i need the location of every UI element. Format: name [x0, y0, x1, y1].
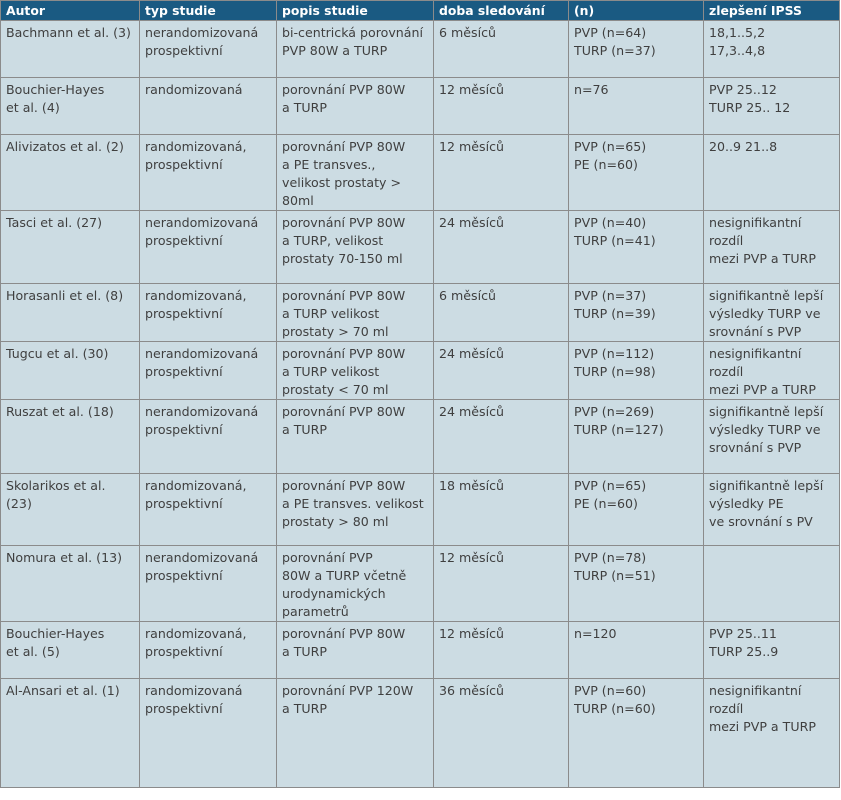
- cell-sample-size: PVP (n=64) TURP (n=37): [569, 21, 704, 78]
- cell-study-type: nerandomizovaná prospektivní: [140, 546, 277, 622]
- cell-author: Bouchier-Hayes et al. (5): [1, 622, 140, 679]
- cell-study-type: nerandomizovaná prospektivní: [140, 21, 277, 78]
- header-author: Autor: [1, 1, 140, 21]
- cell-study-description: porovnání PVP 80W a TURP: [277, 78, 434, 135]
- cell-follow-up: 18 měsíců: [434, 474, 569, 546]
- cell-study-description: bi-centrická porovnání PVP 80W a TURP: [277, 21, 434, 78]
- cell-follow-up: 12 měsíců: [434, 546, 569, 622]
- cell-sample-size: PVP (n=60) TURP (n=60): [569, 679, 704, 788]
- table-row: [1, 78, 840, 135]
- table-row: [1, 400, 840, 474]
- cell-study-description: porovnání PVP 80W a PE transves. velikost prostaty > 80 ml: [277, 474, 434, 546]
- cell-follow-up: 24 měsíců: [434, 342, 569, 400]
- cell-ipss-improvement: nesignifikantní rozdíl mezi PVP a TURP: [704, 211, 840, 284]
- cell-follow-up: 36 měsíců: [434, 679, 569, 788]
- cell-study-type: nerandomizovaná prospektivní: [140, 342, 277, 400]
- cell-study-type: randomizovaná, prospektivní: [140, 622, 277, 679]
- cell-study-description: porovnání PVP 120W a TURP: [277, 679, 434, 788]
- cell-study-type: randomizovaná, prospektivní: [140, 135, 277, 211]
- cell-follow-up: 12 měsíců: [434, 78, 569, 135]
- cell-ipss-improvement: [704, 546, 840, 622]
- header-ipss-improvement: zlepšení IPSS: [704, 1, 840, 21]
- table-row: [1, 135, 840, 211]
- cell-sample-size: PVP (n=78) TURP (n=51): [569, 546, 704, 622]
- cell-sample-size: PVP (n=112) TURP (n=98): [569, 342, 704, 400]
- cell-author: Al-Ansari et al. (1): [1, 679, 140, 788]
- cell-study-type: nerandomizovaná prospektivní: [140, 400, 277, 474]
- cell-ipss-improvement: signifikantně lepší výsledky TURP ve srovnání s PVP: [704, 284, 840, 342]
- cell-sample-size: PVP (n=40) TURP (n=41): [569, 211, 704, 284]
- cell-study-description: porovnání PVP 80W a TURP velikost prostaty < 70 ml: [277, 342, 434, 400]
- cell-author: Tasci et al. (27): [1, 211, 140, 284]
- cell-study-description: porovnání PVP 80W a TURP, velikost prostaty 70-150 ml: [277, 211, 434, 284]
- cell-author: Ruszat et al. (18): [1, 400, 140, 474]
- table-row: [1, 474, 840, 546]
- cell-follow-up: 6 měsíců: [434, 284, 569, 342]
- cell-follow-up: 6 měsíců: [434, 21, 569, 78]
- table-row: [1, 622, 840, 679]
- header-study-type: typ studie: [140, 1, 277, 21]
- table-row: [1, 679, 840, 788]
- cell-study-type: nerandomizovaná prospektivní: [140, 211, 277, 284]
- cell-study-description: porovnání PVP 80W a TURP včetně urodynamických parametrů: [277, 546, 434, 622]
- cell-author: Alivizatos et al. (2): [1, 135, 140, 211]
- cell-follow-up: 24 měsíců: [434, 400, 569, 474]
- cell-author: Skolarikos et al. (23): [1, 474, 140, 546]
- cell-study-description: porovnání PVP 80W a PE transves., velikost prostaty > 80ml: [277, 135, 434, 211]
- cell-author: Tugcu et al. (30): [1, 342, 140, 400]
- cell-study-type: randomizovaná prospektivní: [140, 679, 277, 788]
- cell-ipss-improvement: nesignifikantní rozdíl mezi PVP a TURP: [704, 342, 840, 400]
- cell-follow-up: 12 měsíců: [434, 135, 569, 211]
- cell-follow-up: 24 měsíců: [434, 211, 569, 284]
- cell-study-type: randomizovaná, prospektivní: [140, 284, 277, 342]
- cell-study-type: randomizovaná: [140, 78, 277, 135]
- cell-study-description: porovnání PVP 80W a TURP velikost prostaty > 70 ml: [277, 284, 434, 342]
- table-row: [1, 21, 840, 78]
- cell-ipss-improvement: 20..9 21..8: [704, 135, 840, 211]
- cell-study-type: randomizovaná, prospektivní: [140, 474, 277, 546]
- header-study-description: popis studie: [277, 1, 434, 21]
- table-row: [1, 211, 840, 284]
- cell-ipss-improvement: PVP 25..11 TURP 25..9: [704, 622, 840, 679]
- cell-sample-size: PVP (n=269) TURP (n=127): [569, 400, 704, 474]
- cell-follow-up: 12 měsíců: [434, 622, 569, 679]
- cell-study-description: porovnání PVP 80W a TURP: [277, 622, 434, 679]
- cell-ipss-improvement: signifikantně lepší výsledky TURP ve srovnání s PVP: [704, 400, 840, 474]
- cell-sample-size: n=120: [569, 622, 704, 679]
- cell-ipss-improvement: 18,1..5,2 17,3..4,8: [704, 21, 840, 78]
- cell-ipss-improvement: nesignifikantní rozdíl mezi PVP a TURP: [704, 679, 840, 788]
- cell-sample-size: PVP (n=37) TURP (n=39): [569, 284, 704, 342]
- table-row: [1, 546, 840, 622]
- table-row: [1, 284, 840, 342]
- cell-author: Bachmann et al. (3): [1, 21, 140, 78]
- header-row: [1, 1, 840, 21]
- cell-author: Nomura et al. (13): [1, 546, 140, 622]
- table-row: [1, 342, 840, 400]
- cell-ipss-improvement: signifikantně lepší výsledky PE ve srovnání s PV: [704, 474, 840, 546]
- cell-ipss-improvement: PVP 25..12 TURP 25.. 12: [704, 78, 840, 135]
- cell-study-description: porovnání PVP 80W a TURP: [277, 400, 434, 474]
- cell-sample-size: n=76: [569, 78, 704, 135]
- cell-author: Horasanli et el. (8): [1, 284, 140, 342]
- header-follow-up: doba sledování: [434, 1, 569, 21]
- cell-sample-size: PVP (n=65) PE (n=60): [569, 135, 704, 211]
- cell-sample-size: PVP (n=65) PE (n=60): [569, 474, 704, 546]
- header-sample-size: (n): [569, 1, 704, 21]
- cell-author: Bouchier-Hayes et al. (4): [1, 78, 140, 135]
